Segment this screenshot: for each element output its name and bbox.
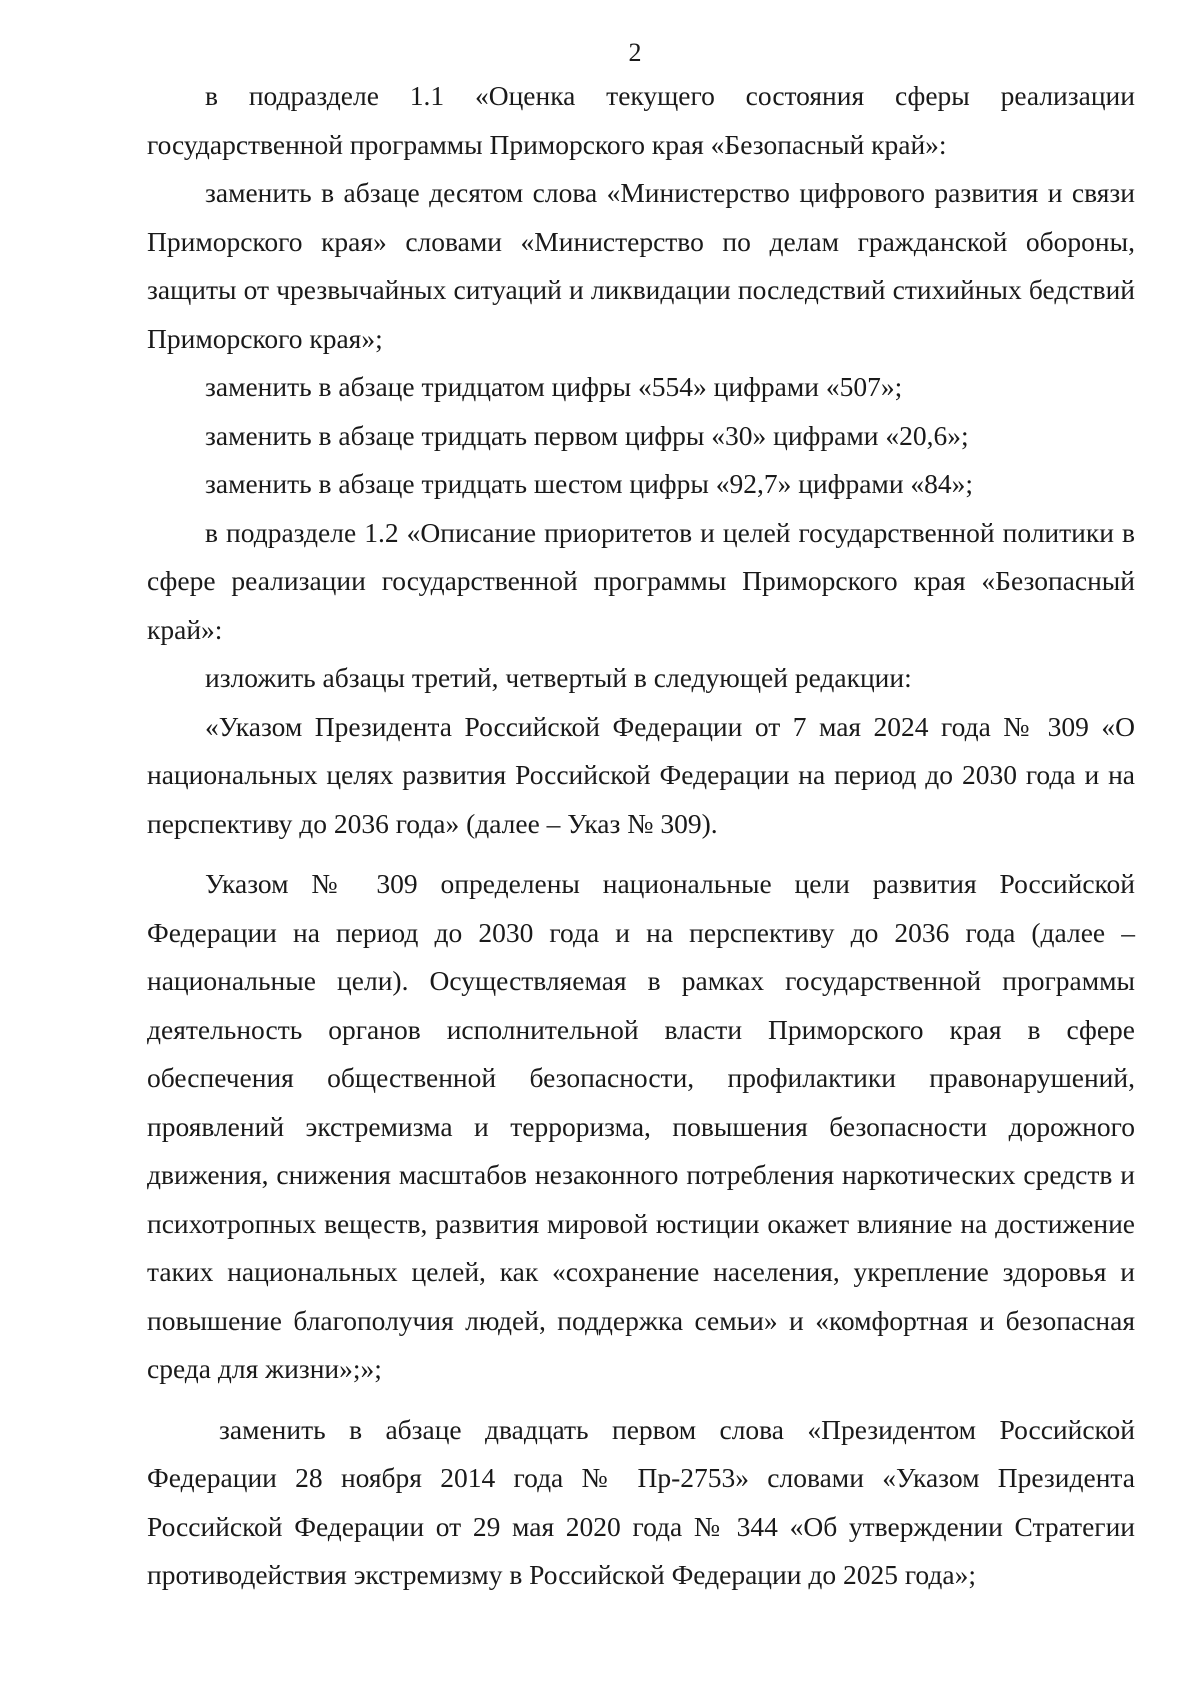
- paragraph-subsection-1-1: в подразделе 1.1 «Оценка текущего состояния сферы реализации государственной программы Приморского края «Безопасный край»:: [147, 80, 1135, 160]
- paragraph-replace-paragraph-30: заменить в абзаце тридцатом цифры «554» цифрами «507»;: [205, 371, 903, 402]
- paragraph-replace-paragraph-36: заменить в абзаце тридцать шестом цифры «92,7» цифрами «84»;: [205, 468, 974, 499]
- paragraph-replace-paragraph-31: заменить в абзаце тридцать первом цифры «30» цифрами «20,6»;: [205, 419, 969, 451]
- paragraph-replace-paragraph-10: заменить в абзаце десятом слова «Министерство цифрового развития и связи Приморского края» словами «Министерство по делам гражданской обороны, защиты от чрезвычайных ситуаций и ликвидации последствий стихийных бедствий Приморского края»;: [147, 177, 1135, 354]
- paragraph-national-goals: Указом № 309 определены национальные цели развития Российской Федерации на период до 2030 года и на перспективу до 2036 года (далее – национальные цели). Осуществляемая в рамках государственной программы деятельность органов исполнительной власти Приморского края в сфере обеспечения общественной безопасности, профилактики правонарушений, проявлений экстремизма и терроризма, повышения безопасности дорожного движения, снижения масштабов незаконного потребления наркотических средств и психотропных веществ, развития мировой юстиции окажет влияние на достижение таких национальных целей, как «сохранение населения, укрепление здоровья и повышение благополучия людей, поддержка семьи» и «комфортная и безопасная среда для жизни»;»;: [147, 868, 1135, 1384]
- paragraph-decree-309: «Указом Президента Российской Федерации от 7 мая 2024 года № 309 «О национальных целях развития Российской Федерации на период до 2030 года и на перспективу до 2036 года» (далее – Указ № 309).: [147, 710, 1135, 839]
- paragraph-subsection-1-2: в подразделе 1.2 «Описание приоритетов и целей государственной политики в сфере реализации государственной программы Приморского края «Безопасный край»:: [147, 516, 1135, 645]
- document-body: [147, 72, 1135, 1600]
- paragraph-replace-paragraph-21: заменить в абзаце двадцать первом слова «Президентом Российской Федерации 28 ноября 2014 года № Пр-2753» словами «Указом Президента Российской Федерации от 29 мая 2020 года № 344 «Об утверждении Стратегии противодействия экстремизму в Российской Федерации до 2025 года»;: [147, 1413, 1135, 1590]
- paragraph-new-wording: изложить абзацы третий, четвертый в следующей редакции:: [205, 662, 912, 693]
- page-number: 2: [628, 38, 642, 67]
